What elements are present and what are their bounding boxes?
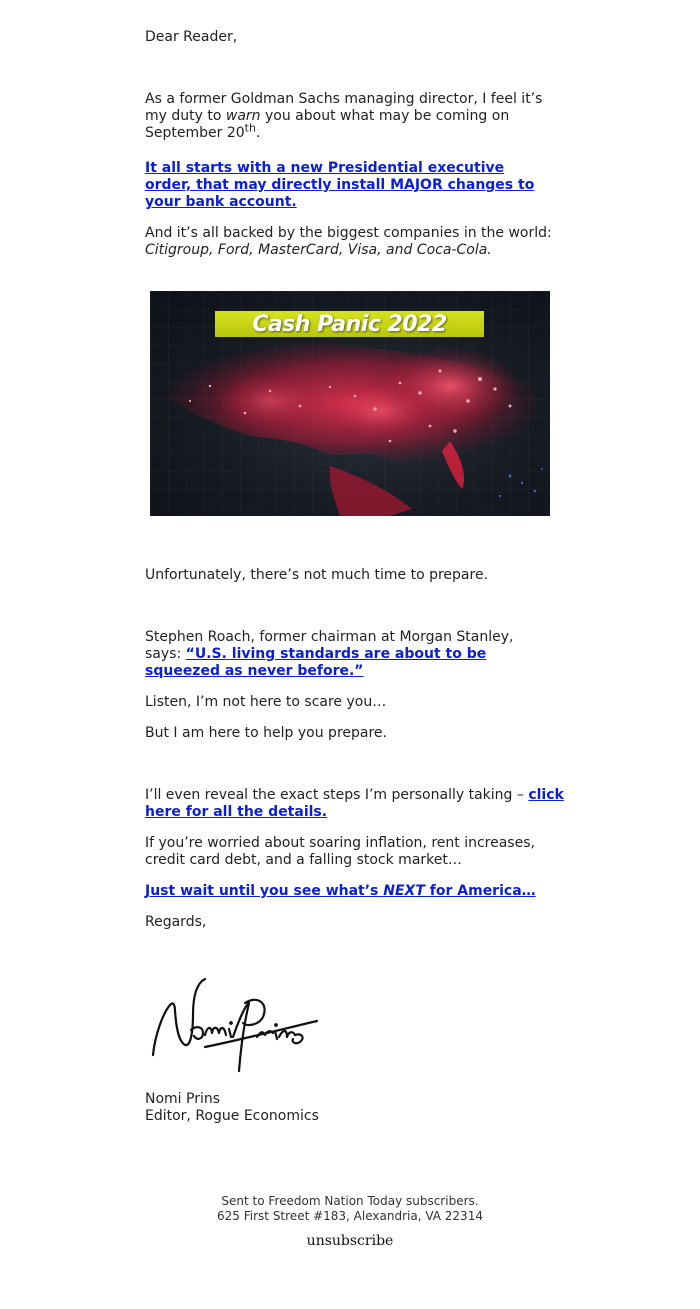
next-paragraph <box>145 883 565 900</box>
next-link-post: for America… <box>424 883 536 899</box>
greeting: Dear Reader, <box>145 29 238 45</box>
footer-address <box>0 1194 700 1224</box>
companies-list: Citigroup, Ford, MasterCard, Visa, and Coca-Cola. <box>145 242 492 258</box>
backed-paragraph <box>145 225 565 259</box>
whats-next-link[interactable] <box>145 883 536 899</box>
signoff-name: Nomi Prins <box>145 1091 221 1107</box>
reveal-text: I’ll even reveal the exact steps I’m personally taking – <box>145 787 529 803</box>
hero-banner: Cash Panic 2022 <box>215 311 484 337</box>
next-link-emphasis: NEXT <box>383 883 425 899</box>
unsubscribe-link[interactable]: unsubscribe <box>306 1233 394 1249</box>
intro-text-3: . <box>255 125 261 141</box>
signoff-block <box>145 1091 565 1125</box>
signoff-title: Editor, Rogue Economics <box>145 1108 319 1124</box>
signature <box>145 975 325 1075</box>
next-link-pre: Just wait until you see what’s <box>145 883 384 899</box>
living-standards-link[interactable]: “U.S. living standards are about to be squeezed as never before.” <box>145 646 487 679</box>
intro-text-2: you about what may be coming on September 20 <box>145 108 510 141</box>
listen-paragraph: Listen, I’m not here to scare you… <box>145 694 387 710</box>
executive-order-link[interactable]: It all starts with a new Presidential executive order, that may directly install MAJOR changes to your bank account. <box>145 160 535 210</box>
footer-line-1: Sent to Freedom Nation Today subscribers. <box>221 1194 479 1208</box>
executive-order-paragraph <box>145 160 545 211</box>
prepare-paragraph: Unfortunately, there’s not much time to prepare. <box>145 567 489 583</box>
details-link[interactable]: click here for all the details. <box>145 787 564 820</box>
reveal-paragraph <box>145 787 565 821</box>
help-paragraph: But I am here to help you prepare. <box>145 725 387 741</box>
worried-paragraph: If you’re worried about soaring inflation, rent increases, credit card debt, and a falling stock market… <box>145 835 535 868</box>
regards: Regards, <box>145 914 207 930</box>
intro-superscript: th <box>244 121 256 135</box>
intro-paragraph <box>145 91 565 142</box>
hero-image[interactable] <box>150 291 550 516</box>
roach-text: Stephen Roach, former chairman at Morgan Stanley, says: <box>145 629 514 662</box>
signature-illustration <box>145 975 325 1075</box>
backed-text: And it’s all backed by the biggest companies in the world: <box>145 225 552 241</box>
intro-text-1: As a former Goldman Sachs managing director, I feel it’s my duty to <box>145 91 543 124</box>
roach-paragraph <box>145 629 535 680</box>
intro-emphasis-warn: warn <box>225 108 261 124</box>
footer-line-2: 625 First Street #183, Alexandria, VA 22314 <box>217 1209 483 1223</box>
